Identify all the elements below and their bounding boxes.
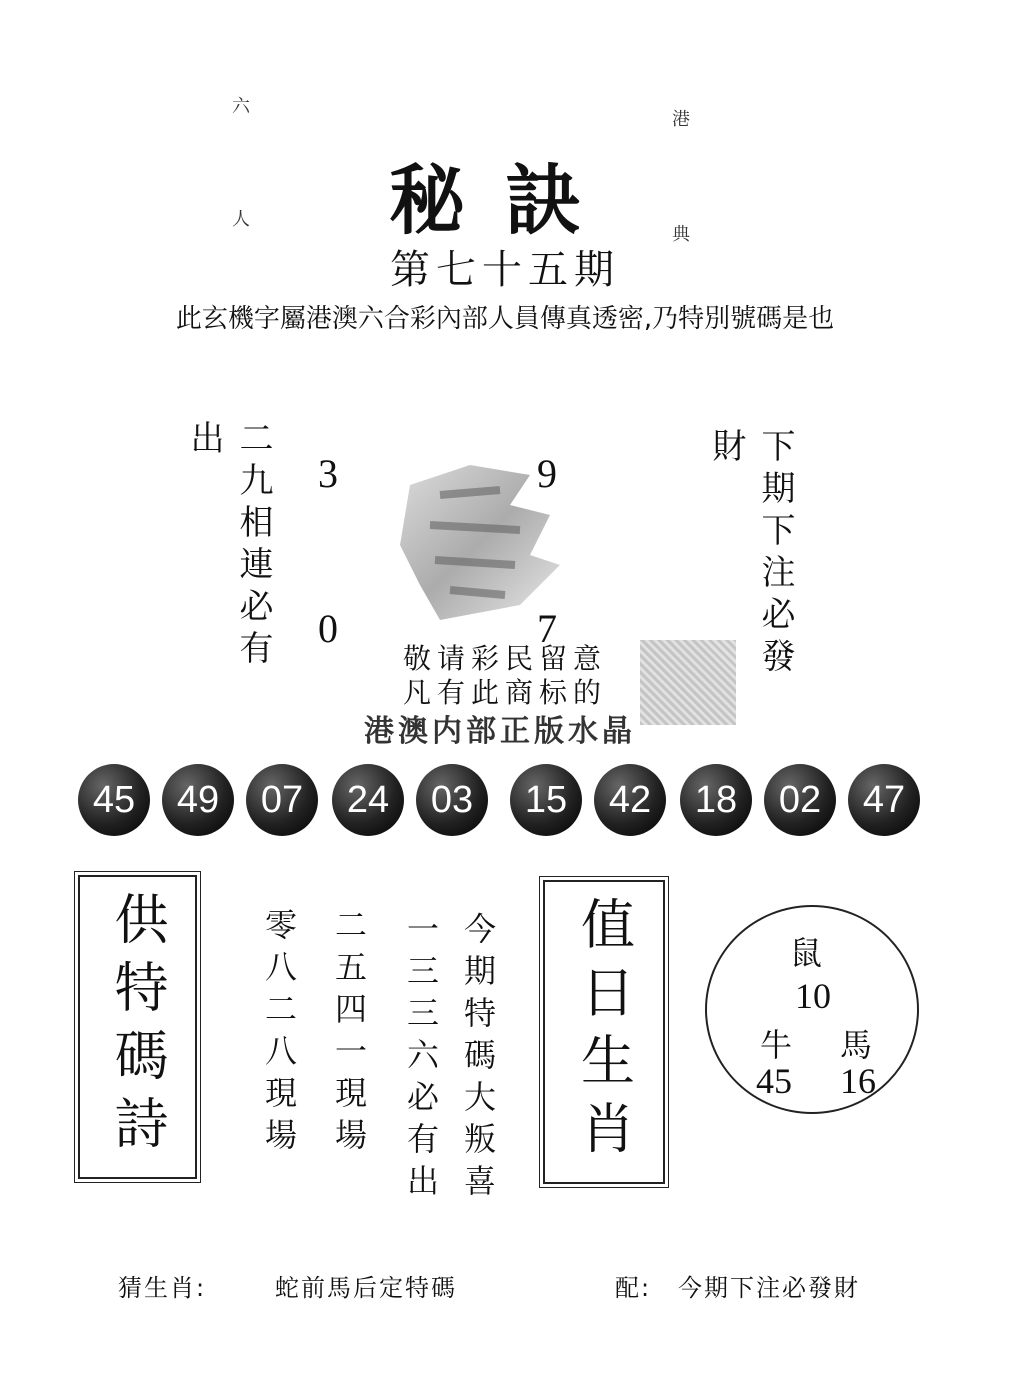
intro-text: 此玄機字屬港澳六合彩內部人員傳真透密,乃特別號碼是也: [175, 304, 835, 334]
zodiac-box: [543, 880, 665, 1184]
digit-bottom-right: 7: [537, 606, 557, 651]
poem-column-1: 今期特碼大叛喜: [459, 912, 497, 1206]
poem-box-label: 供特碼詩: [106, 891, 169, 1163]
number-ball: 18: [680, 764, 752, 836]
horse-label: 馬: [840, 1026, 873, 1064]
pair-value: 今期下注必發財: [678, 1274, 860, 1302]
digit-bottom-left: 0: [318, 606, 338, 651]
corner-char-mid-right: 典: [672, 224, 690, 245]
poem-box: [78, 875, 197, 1179]
number-ball: 07: [246, 764, 318, 836]
issue-number: 第七十五期: [390, 247, 620, 293]
corner-char-top-right: 港: [672, 109, 690, 130]
corner-char-mid-left: 人: [232, 209, 250, 230]
ox-number: 45: [756, 1061, 792, 1101]
number-ball: 47: [848, 764, 920, 836]
number-ball: 15: [510, 764, 582, 836]
page-title: 秘訣: [389, 156, 621, 245]
corner-char-top-left: 六: [232, 96, 250, 117]
number-ball: 42: [594, 764, 666, 836]
notice-line-3: 港澳内部正版水晶: [364, 714, 636, 749]
poem-column-3: 二五四一現場: [330, 908, 368, 1160]
notice-line-2: 凡有此商标的: [402, 676, 607, 709]
number-ball: 03: [416, 764, 488, 836]
zodiac-box-label: 值日生肖: [572, 896, 636, 1168]
rat-label: 鼠: [790, 934, 823, 972]
notice-line-1: 敬请彩民留意: [402, 642, 607, 675]
number-ball: 45: [78, 764, 150, 836]
horse-number: 16: [840, 1061, 876, 1101]
ox-label: 牛: [760, 1026, 793, 1064]
number-ball: 49: [162, 764, 234, 836]
guess-label: 猜生肖:: [118, 1274, 207, 1302]
left-vertical-slogan: 二九相連必有出: [184, 420, 273, 672]
pair-label: 配:: [615, 1274, 652, 1302]
number-ball: 24: [332, 764, 404, 836]
digit-top-right: 9: [537, 451, 557, 496]
rat-number: 10: [795, 976, 831, 1016]
crystal-logo-watermark: [380, 445, 590, 635]
digit-top-left: 3: [318, 451, 338, 496]
right-vertical-slogan: 下期下注必發財: [706, 428, 795, 680]
number-balls: [78, 764, 928, 840]
seal-stamp: [640, 640, 736, 725]
guess-value: 蛇前馬后定特碼: [275, 1274, 457, 1302]
number-ball: 02: [764, 764, 836, 836]
poem-column-4: 零八二八現場: [260, 908, 298, 1160]
poem-column-2: 一三三六必有出: [402, 912, 440, 1206]
